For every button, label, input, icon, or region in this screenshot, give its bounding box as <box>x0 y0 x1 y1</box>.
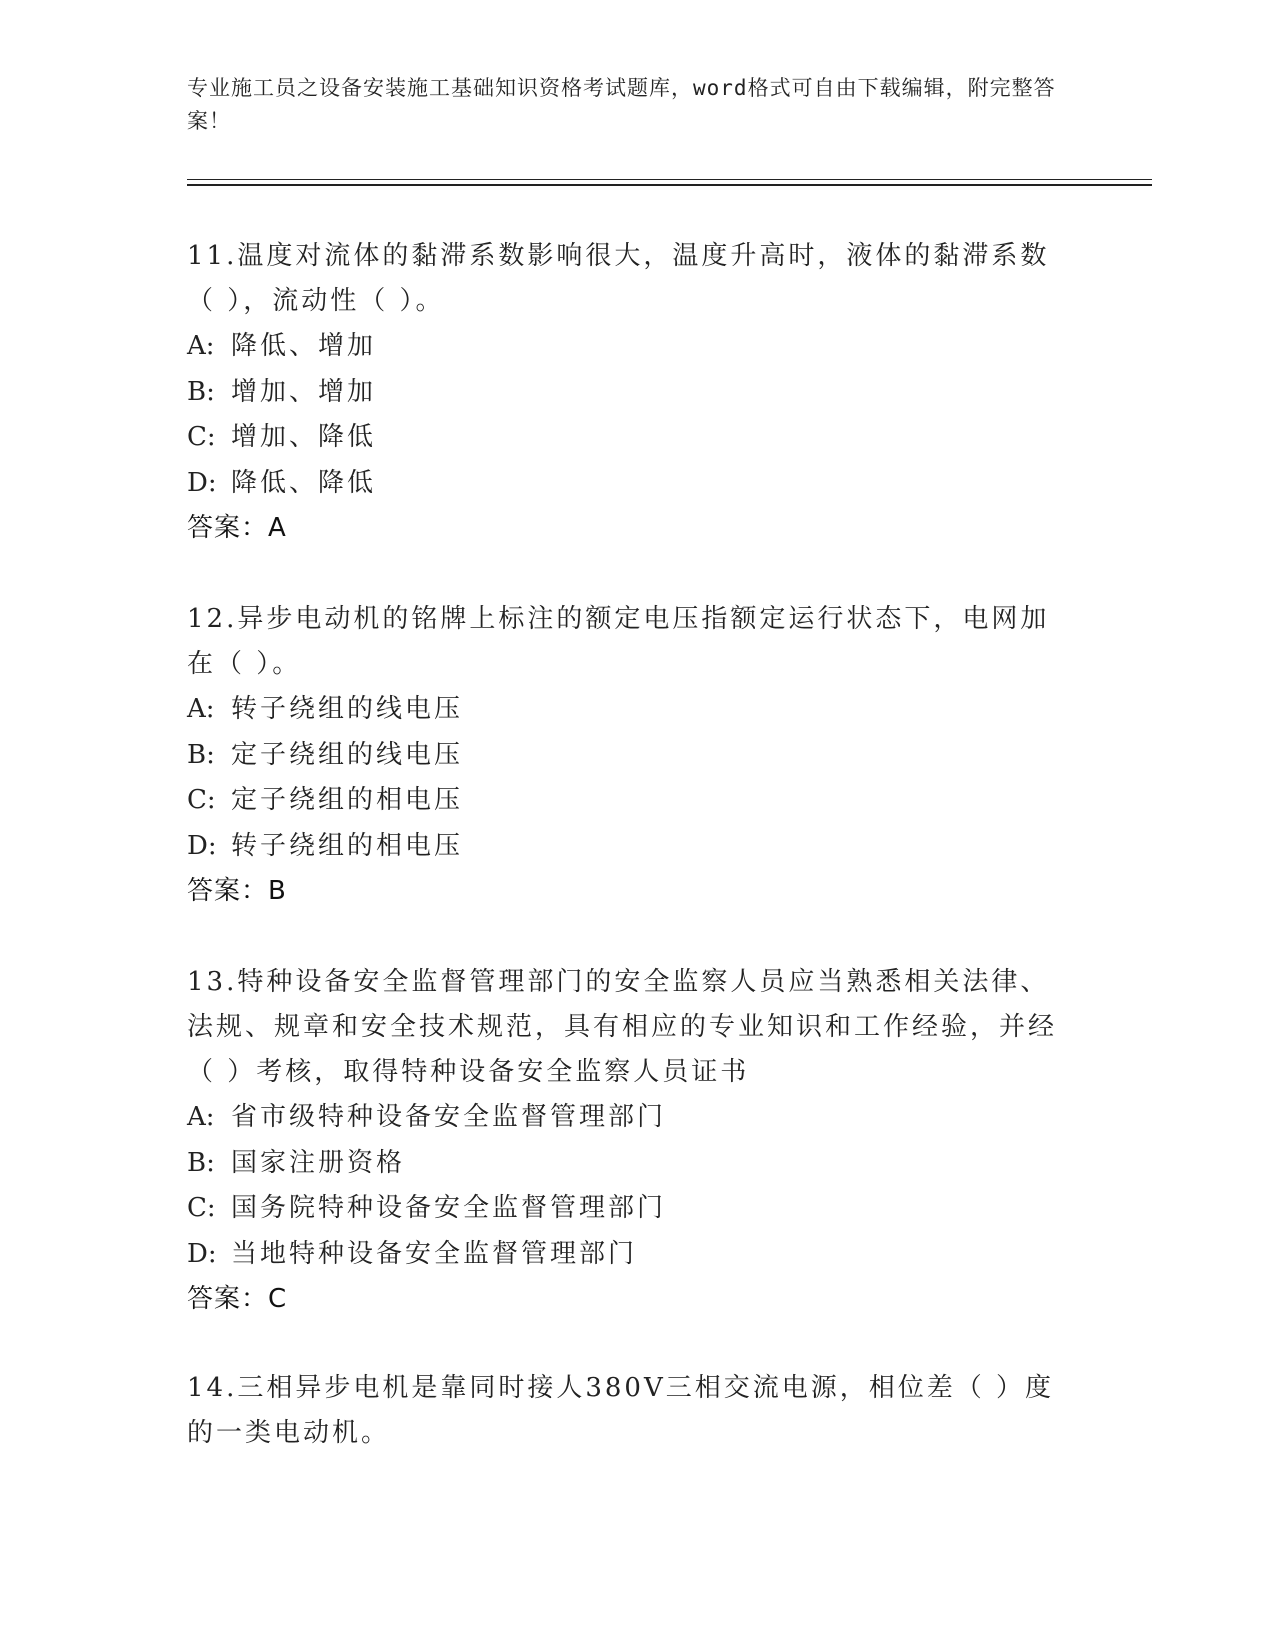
option-d <box>187 1232 1067 1278</box>
answer-line <box>187 1277 1067 1322</box>
answer-line <box>187 506 1067 551</box>
answer-label: 答案： <box>187 513 269 543</box>
option-text: 降低、降低 <box>231 467 377 498</box>
option-a <box>187 687 1067 733</box>
answer-value: C <box>268 1284 288 1314</box>
option-b <box>187 1141 1067 1187</box>
answer-label: 答案： <box>187 876 269 906</box>
option-key: D: <box>187 467 217 498</box>
option-a <box>187 324 1067 370</box>
option-key: D: <box>187 830 217 861</box>
option-key: B: <box>187 1147 215 1178</box>
option-b <box>187 370 1067 416</box>
option-text: 增加、降低 <box>231 422 377 452</box>
option-text: 省市级特种设备安全监督管理部门 <box>231 1102 667 1132</box>
question-14 <box>187 1366 1067 1456</box>
question-11 <box>187 234 1067 551</box>
option-c <box>187 778 1067 824</box>
answer-line <box>187 869 1067 914</box>
header-divider-thick <box>187 184 1152 186</box>
option-text: 定子绕组的线电压 <box>231 739 464 770</box>
option-key: A: <box>187 694 215 724</box>
option-key: C: <box>187 422 216 452</box>
option-key: B: <box>187 376 215 407</box>
option-key: C: <box>187 1193 216 1223</box>
option-key: B: <box>187 739 215 770</box>
answer-value: A <box>268 513 287 543</box>
option-text: 当地特种设备安全监督管理部门 <box>231 1238 638 1269</box>
question-13 <box>187 960 1067 1322</box>
option-key: C: <box>187 785 216 815</box>
option-d <box>187 824 1067 870</box>
option-key: A: <box>187 331 215 361</box>
option-key: A: <box>187 1102 215 1132</box>
option-key: D: <box>187 1238 217 1269</box>
option-d <box>187 461 1067 507</box>
question-stem: 12.异步电动机的铭牌上标注的额定电压指额定运行状态下，电网加在（ ）。 <box>187 604 1050 679</box>
option-text: 国务院特种设备安全监督管理部门 <box>231 1193 667 1223</box>
option-text: 转子绕组的相电压 <box>231 830 464 861</box>
question-12 <box>187 597 1067 914</box>
option-text: 降低、增加 <box>231 331 377 361</box>
question-stem: 11.温度对流体的黏滞系数影响很大，温度升高时，液体的黏滞系数（ ），流动性（ ）。 <box>187 241 1050 316</box>
answer-value: B <box>268 876 287 906</box>
option-a <box>187 1095 1067 1141</box>
option-text: 转子绕组的线电压 <box>231 694 464 724</box>
answer-label: 答案： <box>187 1284 269 1314</box>
option-text: 增加、增加 <box>231 376 377 407</box>
option-text: 国家注册资格 <box>231 1147 406 1178</box>
option-b <box>187 733 1067 779</box>
document-header: 专业施工员之设备安装施工基础知识资格考试题库，word格式可自由下载编辑，附完整答案！ <box>187 76 1056 133</box>
header-divider <box>187 179 1152 180</box>
question-stem: 13.特种设备安全监督管理部门的安全监察人员应当熟悉相关法律、法规、规章和安全技术规范，具有相应的专业知识和工作经验，并经（ ）考核，取得特种设备安全监察人员证书 <box>187 967 1058 1087</box>
question-stem: 14.三相异步电机是靠同时接人380V三相交流电源，相位差（ ）度的一类电动机。 <box>187 1373 1055 1448</box>
option-c <box>187 415 1067 461</box>
option-text: 定子绕组的相电压 <box>231 785 464 815</box>
option-c <box>187 1186 1067 1232</box>
